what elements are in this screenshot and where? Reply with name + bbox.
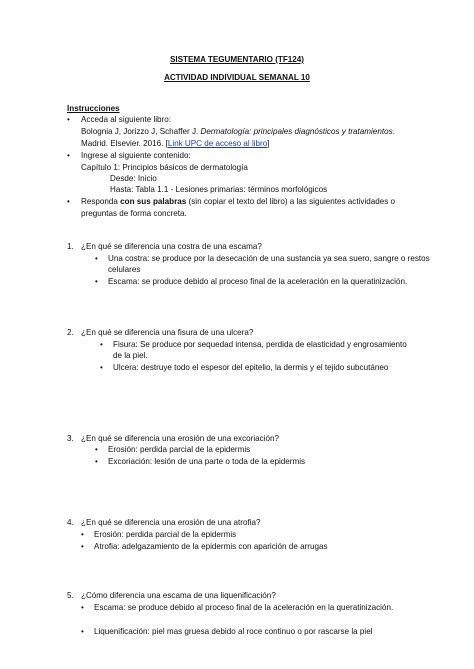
document-title: SISTEMA TEGUMENTARIO (TF124) xyxy=(169,55,304,64)
question-1-number: 1. xyxy=(67,242,74,251)
bullet-icon: • xyxy=(81,603,84,612)
answer-4a-line-1: Erosión: perdida parcial de la epidermis xyxy=(94,530,237,539)
answer-5b-line-1: Liquenificación: piel mas gruesa debido al roce continuo o por rascarse la piel xyxy=(94,627,373,636)
instruction-3-suffix: (sin copiar el texto del libro) a las siguientes actividades o xyxy=(186,197,396,206)
instruction-3-bold: con sus palabras xyxy=(120,197,187,206)
instruction-2-from: Desde: Inicio xyxy=(110,174,157,183)
bullet-icon: • xyxy=(95,457,98,466)
citation-period: . xyxy=(392,127,395,136)
bullet-icon: • xyxy=(81,542,84,551)
question-5-text: ¿Cómo diferencia una escama de una liquenificación? xyxy=(81,591,276,600)
instruction-3-prefix: Responda xyxy=(81,197,121,206)
book-access-link[interactable]: Link UPC de acceso al libro xyxy=(167,139,268,148)
instructions-heading: Instrucciones xyxy=(67,104,120,113)
instruction-3-line-1 xyxy=(81,196,395,207)
question-2-text: ¿En qué se diferencia una fisura de una ulcera? xyxy=(81,328,254,337)
bullet-icon: • xyxy=(95,254,98,263)
answer-5a-line-1: Escama: se produce debido al proceso final de la aceleración en la queratinización. xyxy=(94,603,394,612)
answer-1a-line-2: celulares xyxy=(108,265,141,274)
answer-3b-line-1: Excoriación: lesión de una parte o toda de la epidermis xyxy=(108,457,306,466)
bullet-icon: • xyxy=(67,151,70,160)
question-2-number: 2. xyxy=(67,328,74,337)
bullet-icon: • xyxy=(95,445,98,454)
bullet-icon: • xyxy=(100,363,103,372)
answer-1a-line-1: Una costra: se produce por la desecación de una sustancia ya sea suero, sangre o restos xyxy=(108,254,430,263)
instruction-1-line-1: Acceda al siguiente libro: xyxy=(81,115,171,124)
question-3-number: 3. xyxy=(67,434,74,443)
instruction-2-to: Hasta: Tabla 1.1 - Lesiones primarias: términos morfológicos xyxy=(110,185,328,194)
answer-4b-line-1: Atrofia: adelgazamiento de la epidermis con aparición de arrugas xyxy=(94,542,328,551)
instruction-2-chapter: Capítulo 1: Principios básicos de dermatología xyxy=(81,163,248,172)
citation-book-title: Dermatología: principales diagnósticos y tratamientos xyxy=(200,127,393,136)
answer-2b-line-1: Ulcera: destruye todo el espesor del epitelio, la dermis y el tejido subcutáneo xyxy=(113,363,389,372)
bullet-icon: • xyxy=(81,627,84,636)
question-4-number: 4. xyxy=(67,518,74,527)
answer-3a-line-1: Erosión: perdida parcial de la epidermis xyxy=(108,445,251,454)
instruction-1-publisher xyxy=(81,138,270,149)
bullet-icon: • xyxy=(81,530,84,539)
answer-2a-line-2: de la piel. xyxy=(113,351,148,360)
citation-bracket: ] xyxy=(267,139,270,148)
bullet-icon: • xyxy=(95,277,98,286)
instruction-2-line-1: Ingrese al siguiente contenido: xyxy=(81,151,191,160)
question-5-number: 5. xyxy=(67,591,74,600)
citation-authors: Bolognia J, Jorizzo J, Schaffer J. xyxy=(81,127,201,136)
citation-publisher: Madrid. Elsevier. 2016. [ xyxy=(81,139,168,148)
bullet-icon: • xyxy=(67,115,70,124)
instruction-3-line-2: preguntas de forma concreta. xyxy=(81,209,187,218)
bullet-icon: • xyxy=(67,197,70,206)
bullet-icon: • xyxy=(100,340,103,349)
answer-1b-line-1: Escama: se produce debido al proceso final de la aceleración en la queratinización. xyxy=(108,277,408,286)
answer-2a-line-1: Fisura: Se produce por sequedad intensa, perdida de elasticidad y engrosamiento xyxy=(113,340,407,349)
instruction-1-citation xyxy=(81,126,395,137)
question-1-text: ¿En qué se diferencia una costra de una escama? xyxy=(81,242,262,251)
document-subtitle: ACTIVIDAD INDIVIDUAL SEMANAL 10 xyxy=(164,73,310,82)
question-4-text: ¿En qué se diferencia una erosión de una atrofia? xyxy=(81,518,261,527)
question-3-text: ¿En qué se diferencia una erosión de una excoriación? xyxy=(81,434,279,443)
